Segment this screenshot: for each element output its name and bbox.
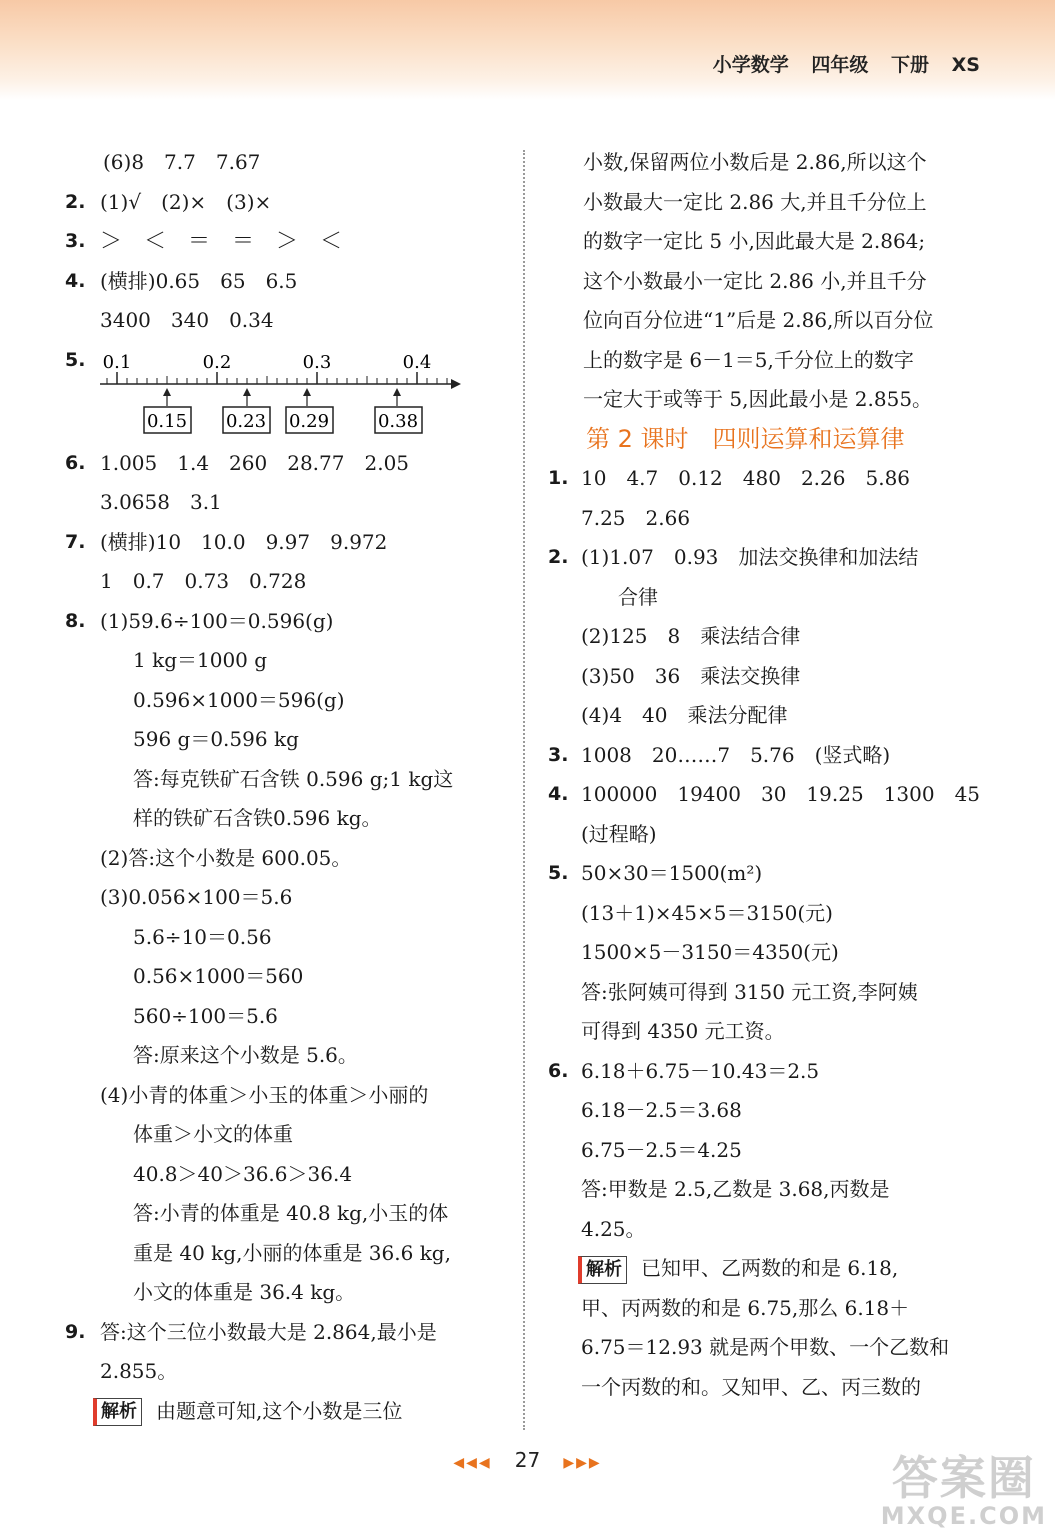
analysis-block xyxy=(548,1249,988,1289)
answer-text: 答:小青的体重是 40.8 kg,小玉的体 xyxy=(133,1201,449,1225)
answer-line xyxy=(65,301,505,341)
answer-text: 体重＞小文的体重 xyxy=(133,1122,293,1146)
answer-text: 答:张阿姨可得到 3150 元工资,李阿姨 xyxy=(581,979,918,1004)
analysis-label: 解析 xyxy=(578,1256,627,1284)
analysis-continued xyxy=(548,380,988,420)
answer-box-text: 0.29 xyxy=(288,410,330,432)
answer-box-0.29 xyxy=(286,388,333,433)
answer-text: 40.8＞40＞36.6＞36.4 xyxy=(133,1161,353,1186)
header-grade: 四年级 xyxy=(811,54,869,76)
answer-line xyxy=(548,933,988,973)
analysis-line xyxy=(548,1289,988,1329)
answer-text: (4)小青的体重＞小玉的体重＞小丽的 xyxy=(100,1082,429,1107)
right-arrows-icon: ▶▶▶ xyxy=(563,1455,602,1471)
analysis-label: 解析 xyxy=(93,1398,142,1426)
question-6 xyxy=(65,444,505,484)
question-number: 3. xyxy=(65,230,86,252)
question-4 xyxy=(548,775,988,815)
page-number: 27 xyxy=(514,1448,541,1472)
answer-line xyxy=(65,799,505,839)
analysis-line xyxy=(548,1368,988,1408)
right-column xyxy=(548,143,988,1407)
analysis-line xyxy=(548,1328,988,1368)
analysis-text: 位向百分位进“1”后是 2.86,所以百分位 xyxy=(583,308,934,332)
column-divider xyxy=(523,150,525,1430)
answer-text: 0.56×1000＝560 xyxy=(133,964,304,988)
analysis-text: 已知甲、乙两数的和是 6.18, xyxy=(641,1256,899,1280)
question-number: 9. xyxy=(65,1320,86,1343)
answer-text: 100000 19400 30 19.25 1300 45 xyxy=(581,782,981,806)
answer-line xyxy=(65,483,505,523)
answer-line xyxy=(65,681,505,721)
number-line-diagram xyxy=(65,341,505,444)
header-edition: XS xyxy=(951,54,980,76)
question-3 xyxy=(548,736,988,776)
answer-text: 7.25 2.66 xyxy=(581,505,691,530)
question-number: 7. xyxy=(65,530,86,553)
answer-box-0.15 xyxy=(144,388,191,433)
header-subject: 小学数学 xyxy=(712,54,789,76)
answer-line xyxy=(65,1076,505,1116)
answer-text: (过程略) xyxy=(581,821,657,846)
question-number: 2. xyxy=(548,546,569,568)
answer-text: 2.855。 xyxy=(100,1359,178,1383)
section-heading xyxy=(548,420,988,460)
answer-text: (2)答:这个小数是 600.05。 xyxy=(100,845,352,870)
answer-line xyxy=(548,1091,988,1131)
answer-text: 答:这个三位小数最大是 2.864,最小是 xyxy=(100,1319,437,1344)
question-number: 5. xyxy=(548,862,569,884)
answer-line xyxy=(548,1131,988,1171)
question-number: 2. xyxy=(65,190,86,213)
answer-line xyxy=(65,1155,505,1195)
answer-line xyxy=(65,641,505,681)
answer-line xyxy=(65,839,505,879)
answer-text: 0.596×1000＝596(g) xyxy=(133,687,345,712)
question-number: 4. xyxy=(548,783,569,805)
question-number: 5. xyxy=(65,348,86,371)
answer-text: 1008 20……7 5.76 (竖式略) xyxy=(581,742,891,767)
question-2 xyxy=(65,183,505,223)
answer-text: 6.75－2.5＝4.25 xyxy=(581,1137,742,1162)
answer-text: 50×30＝1500(m²) xyxy=(581,861,763,885)
analysis-continued xyxy=(548,262,988,302)
answer-text: 1 kg＝1000 g xyxy=(133,648,268,672)
answer-line xyxy=(65,1194,505,1234)
answer-text: (1)√ (2)× (3)× xyxy=(100,189,272,214)
answer-text: 1500×5－3150＝4350(元) xyxy=(581,940,839,964)
tick-label-0.4: 0.4 xyxy=(402,351,432,373)
question-2 xyxy=(548,538,988,578)
question-4 xyxy=(65,262,505,302)
answer-box-text: 0.15 xyxy=(146,410,188,432)
analysis-continued xyxy=(548,222,988,262)
answer-text: 3400 340 0.34 xyxy=(100,308,274,332)
answer-text: 小文的体重是 36.4 kg。 xyxy=(133,1280,356,1304)
answer-line xyxy=(548,696,988,736)
analysis-text: 由题意可知,这个小数是三位 xyxy=(156,1398,403,1423)
answer-line xyxy=(65,918,505,958)
answer-text: (13＋1)×45×5＝3150(元) xyxy=(581,900,833,925)
question-number: 8. xyxy=(65,609,86,632)
answer-box-0.23 xyxy=(223,388,270,433)
answer-line xyxy=(65,1352,505,1392)
analysis-continued xyxy=(548,341,988,381)
answer-text: 答:每克铁矿石含铁 0.596 g;1 kg这 xyxy=(133,766,454,791)
answer-text: 答:甲数是 2.5,乙数是 3.68,丙数是 xyxy=(581,1177,890,1201)
answer-line xyxy=(65,1273,505,1313)
left-arrows-icon: ◀◀◀ xyxy=(453,1455,492,1471)
answer-line xyxy=(548,499,988,539)
question-number: 4. xyxy=(65,269,86,292)
answer-line xyxy=(548,1210,988,1250)
answer-line xyxy=(65,562,505,602)
tick-label-0.2: 0.2 xyxy=(202,351,232,373)
analysis-text: 6.75＝12.93 就是两个甲数、一个乙数和 xyxy=(581,1335,950,1359)
analysis-text: 这个小数最小一定比 2.86 小,并且千分 xyxy=(583,268,927,293)
analysis-text: 的数字一定比 5 小,因此最大是 2.864; xyxy=(583,229,926,253)
question-9 xyxy=(65,1313,505,1353)
question-1 xyxy=(548,459,988,499)
answer-line xyxy=(548,894,988,934)
analysis-continued xyxy=(548,143,988,183)
question-5 xyxy=(548,854,988,894)
answer-text: 合律 xyxy=(618,584,658,609)
question-5 xyxy=(65,341,505,444)
answer-line xyxy=(65,720,505,760)
answer-line xyxy=(65,878,505,918)
section-title: 第 2 课时 四则运算和运算律 xyxy=(586,424,905,453)
answer-text: (横排)10 10.0 9.97 9.972 xyxy=(100,529,388,554)
question-3 xyxy=(65,222,505,262)
answer-line xyxy=(65,997,505,1037)
answer-box-text: 0.38 xyxy=(377,410,419,432)
watermark-title: 答案圈 xyxy=(891,1451,1036,1505)
answer-text: ＞ ＜ ＝ ＝ ＞ ＜ xyxy=(100,229,343,254)
question-8 xyxy=(65,602,505,642)
analysis-text: 小数,保留两位小数后是 2.86,所以这个 xyxy=(583,150,927,174)
answer-text: 重是 40 kg,小丽的体重是 36.6 kg, xyxy=(133,1240,451,1265)
answer-text: (3)50 36 乘法交换律 xyxy=(581,663,801,688)
question-number: 3. xyxy=(548,743,569,766)
analysis-text: 一个丙数的和。又知甲、乙、丙三数的 xyxy=(581,1374,921,1399)
watermark-url: MXQE.COM xyxy=(880,1502,1047,1530)
tick-label-0.1: 0.1 xyxy=(102,351,132,373)
answer-text: 6.18＋6.75－10.43＝2.5 xyxy=(581,1058,820,1083)
answer-line xyxy=(65,760,505,800)
answer-text: (4)4 40 乘法分配律 xyxy=(581,703,788,727)
answer-text: (3)0.056×100＝5.6 xyxy=(100,885,293,909)
question-6 xyxy=(548,1052,988,1092)
answer-line xyxy=(548,815,988,855)
arrow-head-icon xyxy=(451,379,461,389)
answer-text: (1)59.6÷100＝0.596(g) xyxy=(100,608,334,633)
answer-text: 10 4.7 0.12 480 2.26 5.86 xyxy=(581,466,911,490)
answer-line xyxy=(548,1012,988,1052)
answer-line xyxy=(548,617,988,657)
answer-text: 4.25。 xyxy=(581,1216,646,1241)
answer-line xyxy=(65,1036,505,1076)
answer-text: (1)1.07 0.93 加法交换律和加法结 xyxy=(581,545,919,569)
tick-label-0.3: 0.3 xyxy=(302,351,332,373)
analysis-text: 小数最大一定比 2.86 大,并且千分位上 xyxy=(583,189,927,214)
analysis-text: 上的数字是 6－1＝5,千分位上的数字 xyxy=(583,347,914,372)
answer-line xyxy=(65,1115,505,1155)
analysis-continued xyxy=(548,183,988,223)
answer-text: 6.18－2.5＝3.68 xyxy=(581,1098,742,1122)
answer-text: 5.6÷10＝0.56 xyxy=(133,924,272,949)
answer-text: 560÷100＝5.6 xyxy=(133,1003,278,1028)
question-number: 6. xyxy=(65,451,86,474)
answer-box-0.38 xyxy=(375,388,422,433)
answer-line xyxy=(65,143,505,183)
analysis-text: 甲、丙两数的和是 6.75,那么 6.18＋ xyxy=(581,1295,910,1320)
question-number: 6. xyxy=(548,1059,569,1082)
analysis-continued xyxy=(548,301,988,341)
question-7 xyxy=(65,523,505,563)
left-column xyxy=(65,143,505,1431)
answer-line xyxy=(548,973,988,1013)
answer-text: 1 0.7 0.73 0.728 xyxy=(100,569,307,593)
answer-line xyxy=(548,657,988,697)
answer-text: 可得到 4350 元工资。 xyxy=(581,1019,785,1043)
answer-text: 3.0658 3.1 xyxy=(100,490,222,514)
question-number: 1. xyxy=(548,467,569,489)
page-header xyxy=(0,0,1055,100)
header-title xyxy=(697,50,980,77)
answer-text: (2)125 8 乘法结合律 xyxy=(581,624,801,648)
analysis-text: 一定大于或等于 5,因此最小是 2.855。 xyxy=(583,387,933,411)
answer-text: 596 g＝0.596 kg xyxy=(133,727,299,751)
watermark-logo xyxy=(880,1451,1047,1530)
answer-text: 1.005 1.4 260 28.77 2.05 xyxy=(100,450,410,475)
answer-line xyxy=(548,1170,988,1210)
answer-text: 答:原来这个小数是 5.6。 xyxy=(133,1043,358,1067)
answer-text: 样的铁矿石含铁0.596 kg。 xyxy=(133,806,382,830)
answer-line xyxy=(548,578,988,618)
answer-line xyxy=(65,1234,505,1274)
answer-line xyxy=(65,957,505,997)
answer-text: (横排)0.65 65 6.5 xyxy=(100,268,298,293)
analysis-block xyxy=(65,1392,505,1432)
header-volume: 下册 xyxy=(891,54,930,76)
answer-box-text: 0.23 xyxy=(225,410,267,432)
answer-text: (6)8 7.7 7.67 xyxy=(103,150,261,174)
